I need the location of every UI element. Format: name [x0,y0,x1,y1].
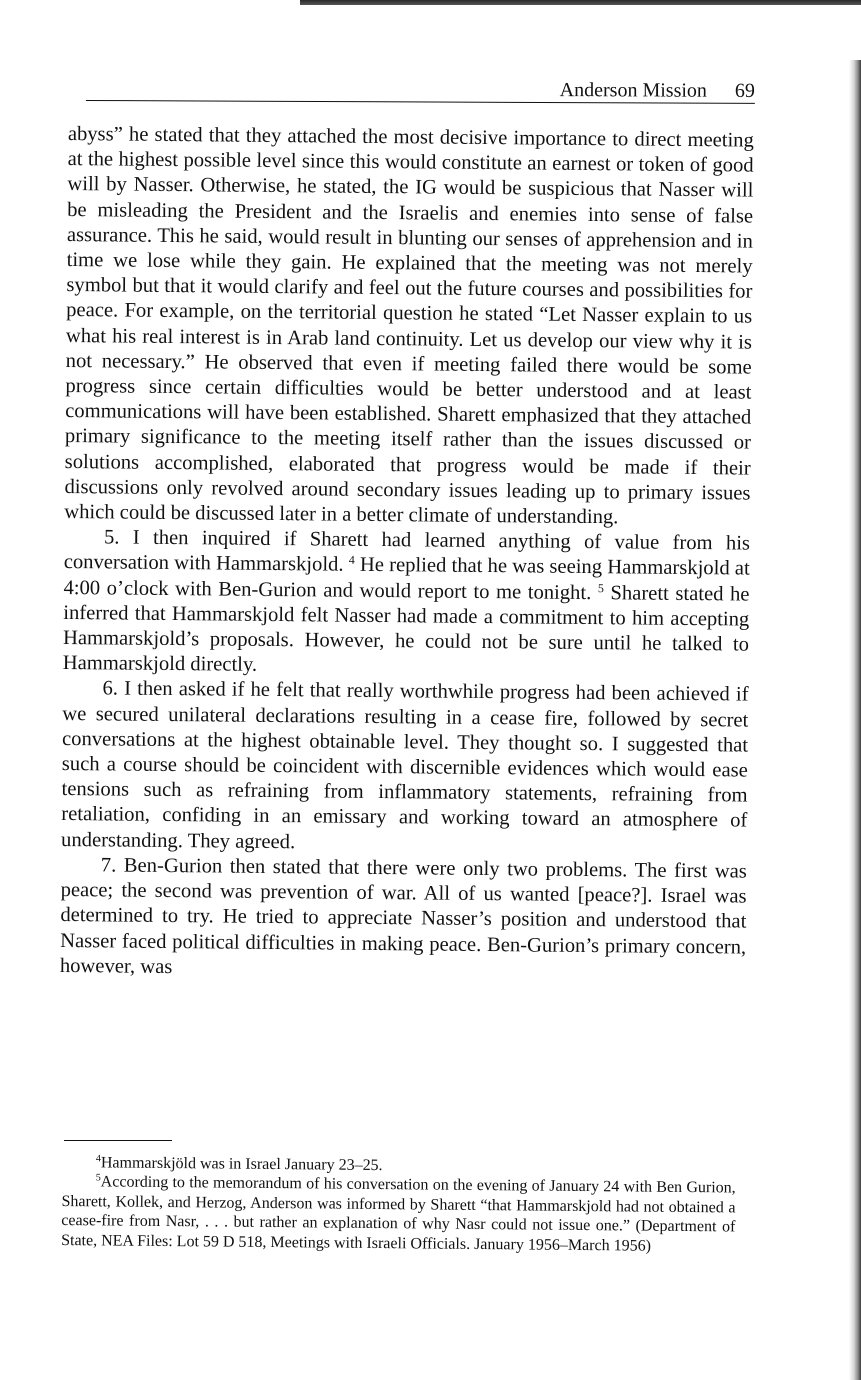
page-number: 69 [734,79,755,102]
footnote-4-text: Hammarskjöld was in Israel January 23–25. [100,1154,383,1175]
footnote-5 [61,1172,736,1256]
footnote-divider [64,1140,172,1141]
paragraph-5-text-b: He replied that he was seeing Hammarskjold at 4:00 o’clock with Ben-Gurion and would report to me tonight. [63,554,750,604]
footnote-marker-4: 4 [95,1153,101,1165]
footnote-ref-4: 4 [348,553,355,568]
running-header [86,76,755,104]
footnote-ref-5: 5 [597,580,605,595]
paragraph-7: 7. Ben-Gurion then stated that there were only two problems. The first was peace; the second was prevention of war. All of us wanted [peace?]. Israel was determined to try. He tried to appreciate Nasser’s position and understood that Nasser faced political difficulties in making peace. Ben-Gurion’s primary concern, however, was [59,854,747,978]
page-right-edge [849,60,861,1380]
running-header-title: Anderson Mission [559,79,707,102]
paragraph-5 [63,525,750,683]
footnote-marker-5: 5 [95,1172,101,1184]
paragraph-5-text-a: 5. I then inquired if Sharett had learned anything of value from his conversation with Hammarskjold. [63,526,751,577]
body-text [60,122,754,985]
footnote-5-text: According to the memorandum of his conversation on the evening of January 24 with Ben Gurion, Sharett, Kollek, and Herzog, Anderson was informed by Sharett “that Hammarskjold had not obtained a cease-fire from Nasr, . . . but rather an explanation of why Nasr could not issue one.” (Department of State, NEA Files: Lot 59 D 518, Meetings with Israeli Officials. January 1956–March 1956) [61,1173,736,1255]
paragraph-6: 6. I then asked if he felt that really worthwhile progress had been achieved if we secured unilateral declarations resulting in a cease fire, followed by secret conversations at the highest obtainable level. They thought so. I suggested that such a course should be coincident with discernible evidences which would ease tensions such as refraining from inflammatory statements, refraining from retaliation, confiding in an emissary and working toward an atmosphere of understanding. They agreed. [61,677,749,853]
footnotes [61,1153,736,1256]
paragraph-5-text-c: Sharett stated he inferred that Hammarskjold felt Nasser had made a commitment to him accepting Hammarskjold’s proposals. However, he could not be sure until he talked to Hammarskjold directly. [62,581,750,677]
page-top-shadow [300,0,861,5]
paragraph-continuation: abyss” he stated that they attached the most decisive importance to direct meeting at the highest possible level since this would constitute an earnest or token of good will by Nasser. Otherwise, he stated, the IG would be suspicious that Nasser will be misleading the President and the Israelis and enemies into sense of false assurance. This he said, would result in blunting our senses of apprehension and in time we lose while they gain. He explained that the meeting was not merely symbol but that it would clarify and feel out the future courses and possibilities for peace. For example, on the territorial question he stated “Let Nasser explain to us what his real interest is in Arab land continuity. Let us develop our view why it is not necessary.” He observed that even if meeting failed there would be some progress since certain difficulties would be better understood and at least communications will have been established. Sharett emphasized that they attached primary significance to the meeting itself rather than the issues discussed or solutions accomplished, elaborated that progress would be made if their discussions only revolved around secondary issues leading up to primary issues which could be discussed later in a better climate of understanding. [64,122,754,529]
